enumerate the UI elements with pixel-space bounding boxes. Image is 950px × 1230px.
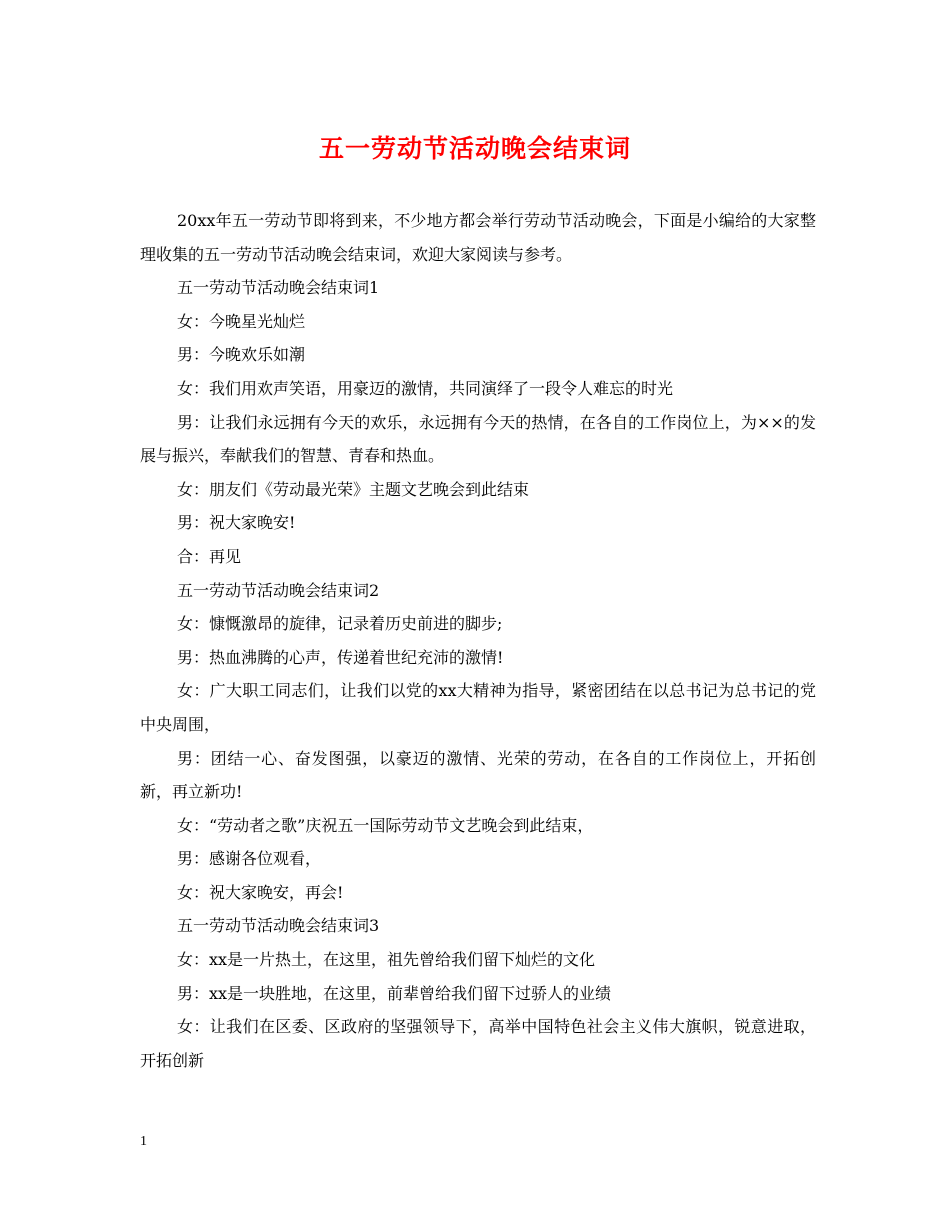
dialogue-line: 男：xx是一块胜地，在这里，前辈曾给我们留下过骄人的业绩 — [177, 983, 612, 1003]
dialogue-line: 女：今晚星光灿烂 — [177, 311, 306, 331]
dialogue-line: 合：再见 — [177, 546, 242, 566]
dialogue-line: 女：祝大家晚安，再会! — [177, 882, 344, 902]
section-heading-2: 五一劳动节活动晚会结束词2 — [177, 580, 380, 600]
document-title: 五一劳动节活动晚会结束词 — [318, 134, 631, 163]
page-number: 1 — [140, 1134, 147, 1149]
dialogue-line: 女：朋友们《劳动最光荣》主题文艺晚会到此结束 — [177, 479, 530, 499]
dialogue-line: 女：让我们在区委、区政府的坚强领导下，高举中国特色社会主义伟大旗帜，锐意进取，开拓创新 — [140, 1017, 816, 1070]
dialogue-line: 男：让我们永远拥有今天的欢乐，永远拥有今天的热情，在各自的工作岗位上，为××的发展与振兴，奉献我们的智慧、青春和热血。 — [140, 412, 816, 466]
dialogue-line: 男：感谢各位观看， — [177, 849, 322, 869]
dialogue-line: 男：团结一心、奋发图强，以豪迈的激情、光荣的劳动，在各自的工作岗位上，开拓创新，再立新功! — [140, 748, 816, 802]
document-body — [140, 204, 816, 1077]
section-heading-1: 五一劳动节活动晚会结束词1 — [177, 278, 380, 298]
dialogue-line: 女：慷慨激昂的旋律，记录着历史前进的脚步; — [177, 614, 503, 634]
dialogue-line: 女：xx是一片热土，在这里，祖先曾给我们留下灿烂的文化 — [177, 950, 596, 970]
dialogue-line: 女：我们用欢声笑语，用豪迈的激情，共同演绎了一段令人难忘的时光 — [177, 378, 674, 398]
dialogue-line: 女：“劳动者之歌”庆祝五一国际劳动节文艺晚会到此结束， — [177, 815, 594, 835]
dialogue-line: 男：热血沸腾的心声，传递着世纪充沛的激情! — [177, 647, 504, 667]
dialogue-line: 女：广大职工同志们，让我们以党的xx大精神为指导，紧密团结在以总书记为总书记的党中央周围， — [140, 681, 816, 734]
section-heading-3: 五一劳动节活动晚会结束词3 — [177, 916, 380, 936]
intro-paragraph: 20xx年五一劳动节即将到来，不少地方都会举行劳动节活动晚会，下面是小编给的大家整理收集的五一劳动节活动晚会结束词，欢迎大家阅读与参考。 — [140, 211, 816, 264]
dialogue-line: 男：祝大家晚安! — [177, 513, 296, 533]
dialogue-line: 男：今晚欢乐如潮 — [177, 345, 306, 365]
